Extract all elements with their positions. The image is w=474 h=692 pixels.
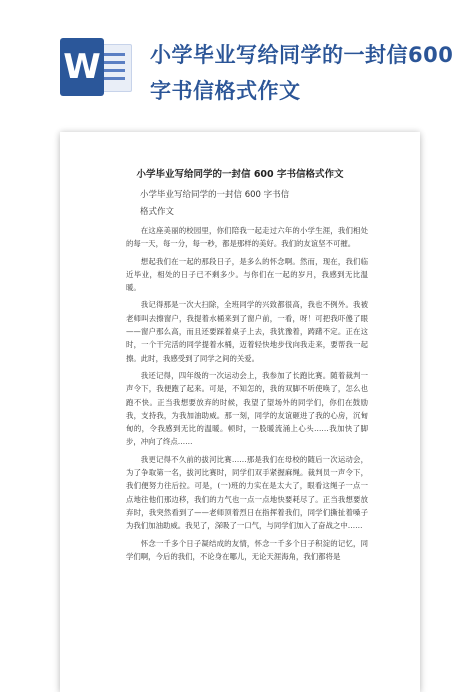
header — [0, 0, 474, 130]
page-title: 小学毕业写给同学的一封信600字书信格式作文 — [150, 43, 454, 103]
document-body — [126, 224, 368, 567]
word-icon-letter: W — [60, 38, 104, 96]
word-icon — [60, 38, 132, 96]
document-heading: 小学毕业写给同学的一封信 600 字书信格式作文 — [136, 169, 344, 180]
paragraph: 怀念一千多个日子凝结成的友情，怀念一千多个日子积淀的记忆，同学们啊，今后的我们，不论身在哪儿，无论天涯海角，我们都将是 — [126, 538, 368, 561]
paragraph: 我更记得不久前的拔河比赛……那是我们在母校的随后一次运动会，为了争取第一名，拔河比赛时，同学们双手紧握麻绳。裁判员一声令下，我们便努力往后拉。可是，(一)班的力实在是太大了，眼看这绳子一点一点地往他们那边移，我们的力气也一点一点地快要耗尽了。正当我想要放弃时，我突然看到了——老师顶着烈日在指挥着我们，同学们撕扯着嗓子为我们加油助威。我见了，深吸了一口气，与同学们加入了奋战之中…… — [126, 454, 368, 531]
document-subheading-cont: 格式作文 — [140, 207, 175, 217]
paragraph: 我还记得，四年级的一次运动会上，我参加了长跑比赛。随着裁判一声令下，我便跑了起来。可是，不知怎的，我的双脚不听使唤了，怎么也跑不快。正当我想要放弃的时候，我望了望场外的同学们，你们在鼓励我，支持我，为我加油助威。那一刻，同学的友谊砸进了我的心房，沉甸甸的，令我感到无比的温暖。顿时，一股暖流涌上心头……我加快了脚步，冲向了终点…… — [126, 370, 368, 447]
paragraph: 想起我们在一起的那段日子，是多么的怀念啊。然而，现在，我们临近毕业，相处的日子已不剩多少。与你们在一起的岁月，我感到无比温暖。 — [126, 256, 368, 293]
paragraph: 在这座美丽的校园里，你们陪我一起走过六年的小学生涯，我们相处的每一天，每一分，每一秒，都是那样的美好。我们的友谊坚不可摧。 — [126, 226, 368, 249]
document-subheading: 小学毕业写给同学的一封信 600 字书信 — [140, 190, 290, 200]
paragraph: 我记得那是一次大扫除，全班同学的兴致都很高，我也不例外。我被老师叫去擦窗户，我提着水桶来到了窗户前，一看，呀！可把我吓傻了眼——窗户那么高，而且还要踩着桌子上去，我犹豫着，踌躇不定。正在这时，一个干完活的同学提着水桶，迈着轻快地步伐向我走来，要帮我一起擦。此时，我感受到了同学之间的关爱。 — [126, 300, 368, 363]
document-page — [60, 132, 420, 692]
